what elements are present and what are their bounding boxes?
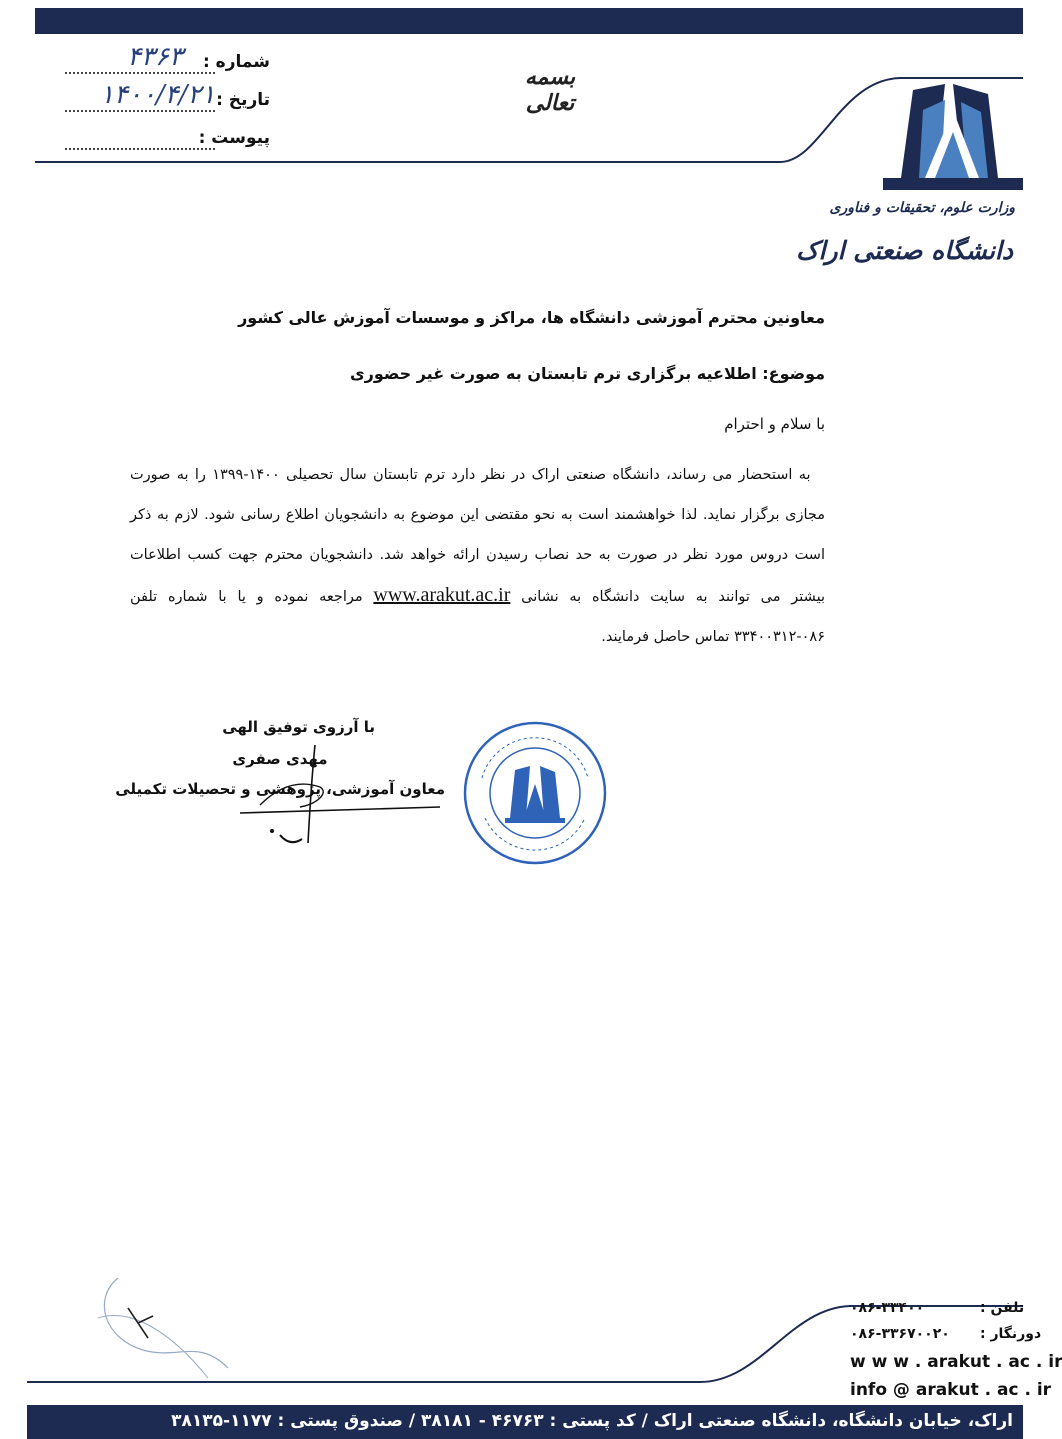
fax-label: دورنگار : [980,1326,1042,1342]
closing-phrase: با آرزوی توفیق الهی [222,718,375,736]
official-stamp-icon [460,718,610,868]
university-logo-icon [883,80,1023,195]
subject-line: موضوع: اطلاعیه برگزاری ترم تابستان به صورت غیر حضوری [349,364,825,383]
meta-number [40,42,270,80]
phone-number: ۰۸۶-۳۳۴۰۰ [850,1300,925,1316]
letter-body [130,455,825,657]
fax-row [850,1326,1042,1342]
footer-address-bar [27,1405,1023,1439]
body-text-part-1: به استحضار می رساند، دانشگاه صنعتی اراک در نظر دارد ترم تابستان سال تحصیلی ۱۴۰۰-۱۳۹۹ را به صورت مجازی برگزار نماید. لذا خواهشمند است به نحو مقتضی این موضوع به دانشجویان اطلاع رسانی شود. لازم به ذکر است دروس مورد نظر در صورت به حد نصاب رسیدن ارائه خواهد شد. دانشجویان محترم جهت کسب اطلاعات بیشتر می توانند به سایت دانشگاه به نشانی [130,467,825,605]
bism-heading: بسمه تعالی [524,64,576,116]
date-label: تاریخ : [216,90,270,110]
footer-email[interactable]: info @ arakut . ac . ir [850,1380,1052,1400]
footer-website[interactable]: w w w . arakut . ac . ir [850,1352,1062,1372]
letter-meta [40,40,272,160]
footer-address: اراک، خیابان دانشگاه، دانشگاه صنعتی اراک / کد پستی : ۴۶۷۶۳ - ۳۸۱۸۱ / صندوق پستی : ۱۱۷۷-۳۸۱۳۵ [171,1411,1013,1431]
recipient-line: معاونین محترم آموزشی دانشگاه ها، مراکز و موسسات آموزش عالی کشور [238,308,825,327]
phone-row [850,1300,1025,1316]
signer-name: مهدی صفری [232,750,328,768]
meta-attachment [40,124,270,156]
attachment-label: پیوست : [198,128,270,148]
handwritten-signature-icon [220,735,450,855]
number-value: ۴۳۶۳ [127,42,183,72]
meta-date [40,80,270,118]
attachment-dotted-line [65,148,215,150]
date-dotted-line [65,110,215,112]
university-name: دانشگاه صنعتی اراک [796,236,1013,265]
date-value: ۱۴۰۰/۴/۲۱ [100,80,216,110]
greeting: با سلام و احترام [724,415,825,433]
ministry-name: وزارت علوم، تحقیقات و فناوری [829,200,1015,216]
body-text-part-2: مراجعه نموده و یا با شماره تلفن ۰۸۶-۳۳۴۰۰۳۱۲ تماس حاصل فرمایند. [130,589,825,645]
fax-number: ۰۸۶-۳۳۶۷۰۰۲۰ [850,1326,950,1342]
number-dotted-line [65,72,215,74]
phone-label: تلفن : [980,1300,1025,1316]
signer-title: معاون آموزشی، پژوهشی و تحصیلات تکمیلی [115,780,445,798]
website-link[interactable]: www.arakut.ac.ir [373,584,511,606]
number-label: شماره : [202,52,270,72]
